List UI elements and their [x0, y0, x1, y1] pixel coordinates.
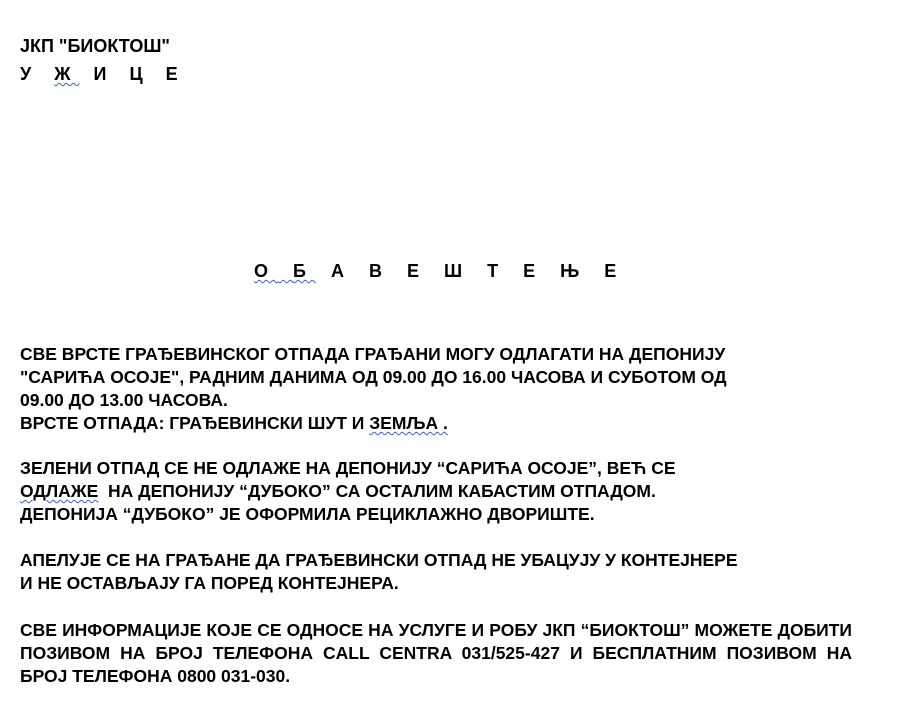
paragraph-appeal: [20, 549, 852, 595]
paragraph-contact-info: СВЕ ИНФОРМАЦИЈЕ КОЈЕ СЕ ОДНОСЕ НА УСЛУГЕ И РОБУ ЈКП “БИОКТОШ” МОЖЕТЕ ДОБИТИ ПОЗИВОМ НА БРОЈ ТЕЛЕФОНА CALL CENTRA 031/525-427 И БЕСПЛАТНИМ ПОЗИВОМ НА БРОЈ ТЕЛЕФОНА 0800 031-030.: [20, 620, 852, 686]
notice-title-rest: А В Е Ш Т Е Њ Е: [330, 261, 627, 281]
paragraph-line: [20, 412, 852, 435]
paragraph-green-waste: [20, 457, 852, 526]
waste-types-text: ВРСТЕ ОТПАДА: ГРАЂЕВИНСКИ ШУТ И: [20, 413, 370, 433]
notice-title-second-letter: Б: [293, 261, 316, 281]
city-letter-spellcheck-marked: Ж: [54, 64, 80, 84]
paragraph-line: [20, 480, 852, 503]
paragraph-disposal-hours: [20, 343, 852, 435]
organization-name: ЈКП "БИОКТОШ": [20, 36, 170, 56]
paragraph-line: СВЕ ВРСТЕ ГРАЂЕВИНСКОГ ОТПАДА ГРАЂАНИ МОГУ ОДЛАГАТИ НА ДЕПОНИЈУ: [20, 344, 726, 364]
paragraph-line: АПЕЛУЈЕ СЕ НА ГРАЂАНЕ ДА ГРАЂЕВИНСКИ ОТПАД НЕ УБАЦУЈУ У КОНТЕЈНЕРЕ: [20, 550, 738, 570]
paragraph-line: ЗЕЛЕНИ ОТПАД СЕ НЕ ОДЛАЖЕ НА ДЕПОНИЈУ “САРИЋА ОСОЈЕ”, ВЕЋ СЕ: [20, 458, 676, 478]
notice-title-marked-start: [254, 261, 316, 281]
waste-types-marked: ЗЕМЉА .: [369, 413, 448, 433]
paragraph-line: "САРИЋА ОСОЈЕ", РАДНИМ ДАНИМА ОД 09.00 ДО 16.00 ЧАСОВА И СУБОТОМ ОД: [20, 367, 727, 387]
city-letter-first: У: [20, 64, 41, 84]
notice-title: [254, 261, 626, 282]
organization-city: [20, 64, 187, 85]
green-waste-line-rest: НА ДЕПОНИЈУ “ДУБОКО” СА ОСТАЛИМ КАБАСТИМ ОТПАДОМ.: [98, 481, 656, 501]
paragraph-line: 09.00 ДО 13.00 ЧАСОВА.: [20, 390, 228, 410]
green-waste-marked-word: ОДЛАЖЕ: [20, 481, 99, 501]
city-letters-rest: И Ц Е: [93, 64, 187, 84]
paragraph-line: ДЕПОНИЈА “ДУБОКО” ЈЕ ОФОРМИЛА РЕЦИКЛАЖНО ДВОРИШТЕ.: [20, 504, 595, 524]
notice-title-first-letter: О: [254, 261, 279, 281]
paragraph-line: И НЕ ОСТАВЉАЈУ ГА ПОРЕД КОНТЕЈНЕРА.: [20, 573, 399, 593]
